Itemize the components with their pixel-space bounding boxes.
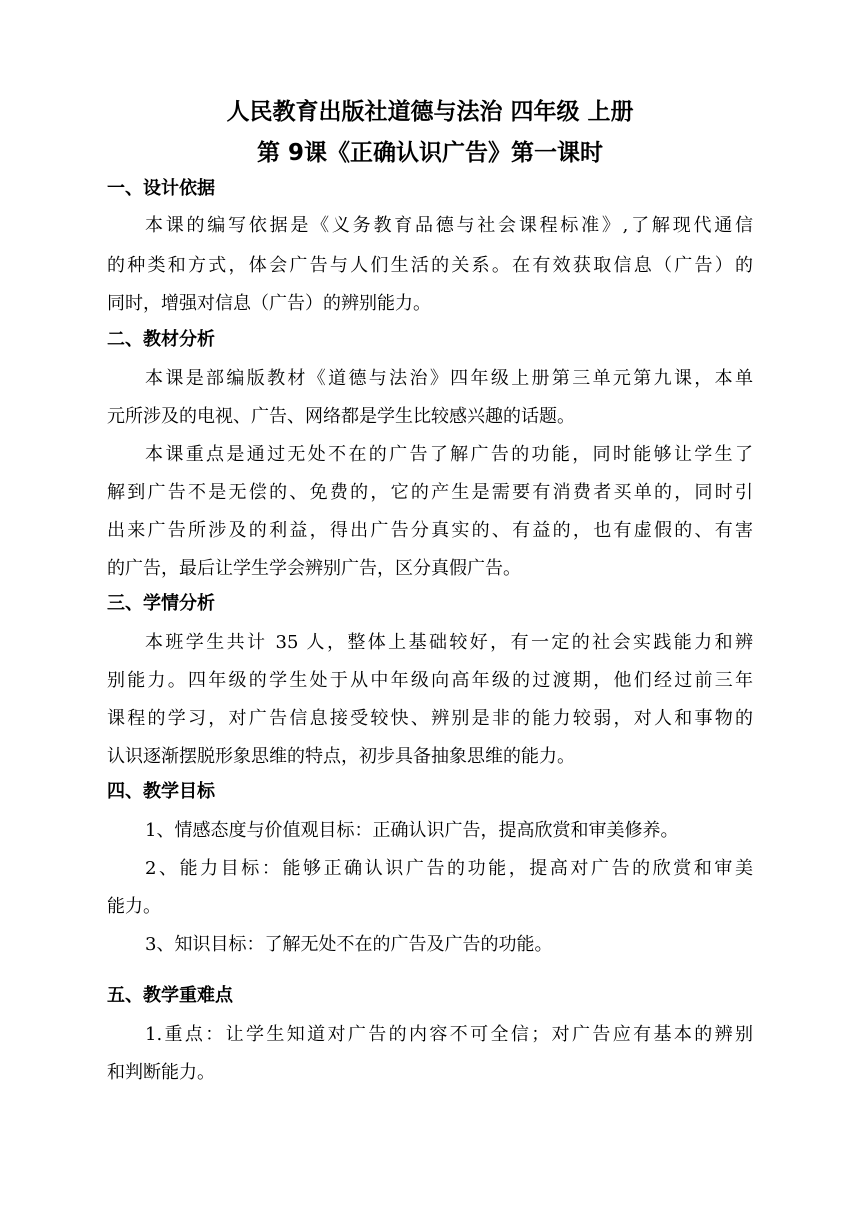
section-heading: 四、教学目标 bbox=[107, 781, 215, 802]
paragraph-line: 能力。 bbox=[107, 896, 161, 917]
paragraph-line: 出来广告所涉及的利益，得出广告分真实的、有益的，也有虚假的、有害 bbox=[107, 520, 753, 541]
paragraph-line: 认识逐渐摆脱形象思维的特点，初步具备抽象思维的能力。 bbox=[107, 746, 575, 767]
paragraph-line: 课程的学习，对广告信息接受较快、辨别是非的能力较弱，对人和事物的 bbox=[107, 708, 753, 729]
paragraph-line: 1、情感态度与价值观目标：正确认识广告，提高欣赏和审美修养。 bbox=[145, 820, 679, 841]
section-heading: 一、设计依据 bbox=[107, 178, 215, 199]
paragraph-line: 和判断能力。 bbox=[107, 1062, 215, 1083]
paragraph-line: 本课重点是通过无处不在的广告了解广告的功能，同时能够让学生了 bbox=[145, 444, 753, 465]
section-heading: 五、教学重难点 bbox=[107, 985, 233, 1006]
paragraph-line: 解到广告不是无偿的、免费的，它的产生是需要有消费者买单的，同时引 bbox=[107, 482, 753, 503]
paragraph-line: 的种类和方式，体会广告与人们生活的关系。在有效获取信息（广告）的 bbox=[107, 255, 753, 276]
paragraph-line: 1.重点：让学生知道对广告的内容不可全信；对广告应有基本的辨别 bbox=[145, 1024, 753, 1045]
paragraph-line: 本课是部编版教材《道德与法治》四年级上册第三单元第九课，本单 bbox=[145, 368, 753, 389]
document-title: 人民教育出版社道德与法治 四年级 上册 bbox=[226, 99, 634, 125]
paragraph-line: 本班学生共计 35 人，整体上基础较好，有一定的社会实践能力和辨 bbox=[145, 632, 753, 653]
paragraph-line: 元所涉及的电视、广告、网络都是学生比较感兴趣的话题。 bbox=[107, 406, 575, 427]
paragraph-line: 别能力。四年级的学生处于从中年级向高年级的过渡期，他们经过前三年 bbox=[107, 670, 753, 691]
paragraph-line: 本课的编写依据是《义务教育品德与社会课程标准》,了解现代通信 bbox=[145, 215, 753, 236]
paragraph-line: 3、知识目标：了解无处不在的广告及广告的功能。 bbox=[145, 934, 553, 955]
paragraph-line: 的广告，最后让学生学会辨别广告，区分真假广告。 bbox=[107, 558, 521, 579]
paragraph-line: 2、能力目标：能够正确认识广告的功能，提高对广告的欣赏和审美 bbox=[145, 858, 753, 879]
paragraph-line: 同时，增强对信息（广告）的辨别能力。 bbox=[107, 293, 431, 314]
document-subtitle: 第 9课《正确认识广告》第一课时 bbox=[256, 140, 603, 166]
section-heading: 二、教材分析 bbox=[107, 329, 215, 350]
section-heading: 三、学情分析 bbox=[107, 593, 215, 614]
